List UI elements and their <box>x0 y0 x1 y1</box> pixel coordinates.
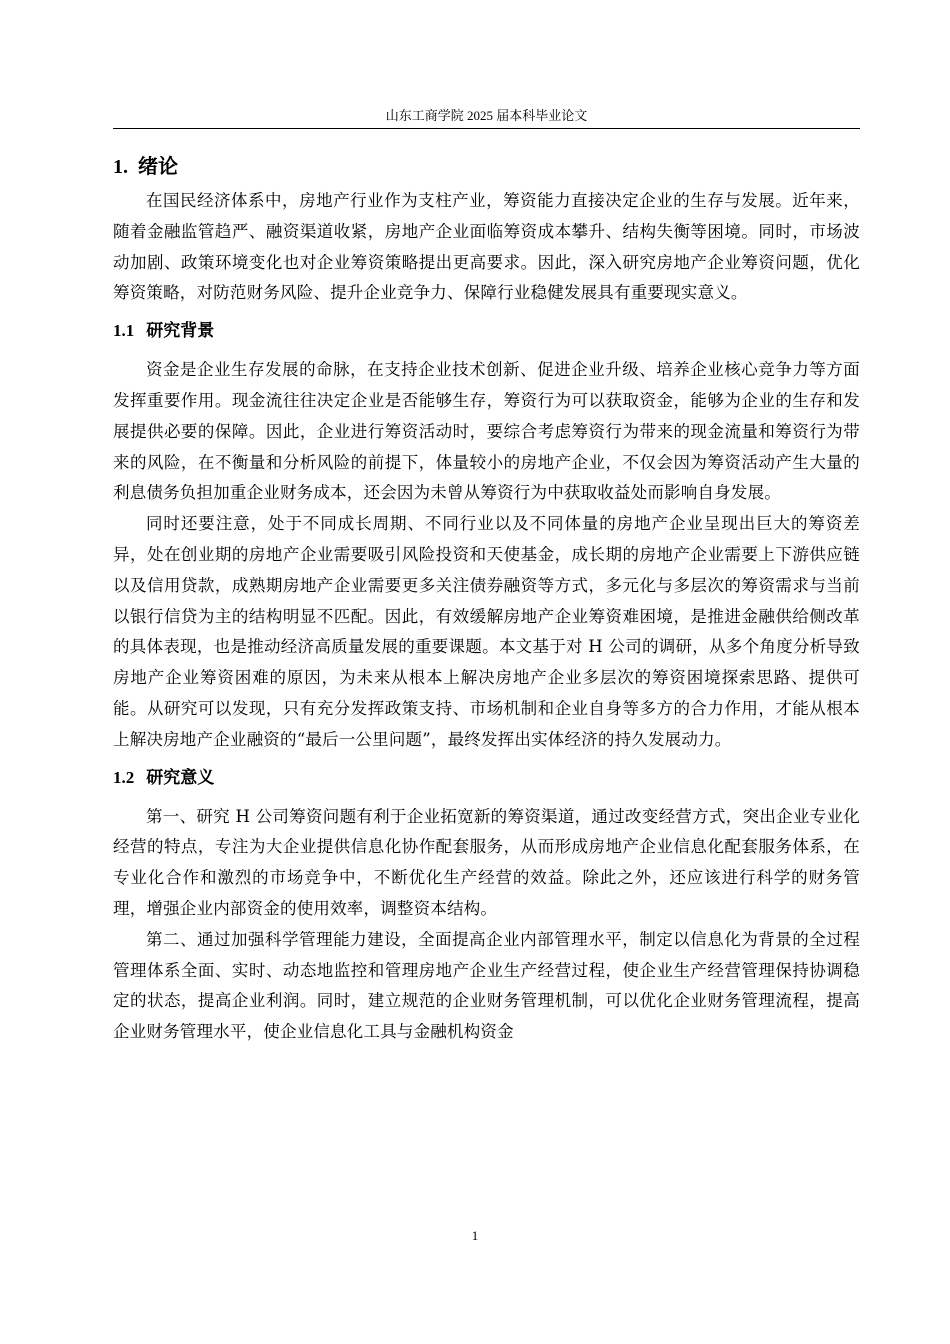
chapter-title: 绪论 <box>138 154 178 178</box>
chapter-heading <box>113 146 860 186</box>
header-title: 山东工商学院 2025 届本科毕业论文 <box>385 108 588 123</box>
body-paragraph: 资金是企业生存发展的命脉，在支持企业技术创新、促进企业升级、培养企业核心竞争力等方面发挥重要作用。现金流往往决定企业是否能够生存，筹资行为可以获取资金，能够为企业的生存和发展提供必要的保障。因此，企业进行筹资活动时，要综合考虑筹资行为带来的现金流量和筹资行为带来的风险，在不衡量和分析风险的前提下，体量较小的房地产企业，不仅会因为筹资活动产生大量的利息债务负担加重企业财务成本，还会因为未曾从筹资行为中获取收益处而影响自身发展。 <box>113 360 860 503</box>
chapter-intro-paragraph: 在国民经济体系中，房地产行业作为支柱产业，筹资能力直接决定企业的生存与发展。近年来，随着金融监管趋严、融资渠道收紧，房地产企业面临筹资成本攀升、结构失衡等困境。同时，市场波动加剧、政策环境变化也对企业筹资策略提出更高要求。因此，深入研究房地产企业筹资问题，优化筹资策略，对防范财务风险、提升企业竞争力、保障行业稳健发展具有重要现实意义。 <box>113 191 860 303</box>
page-header <box>113 106 860 129</box>
document-body <box>113 146 860 1048</box>
section-title: 研究背景 <box>146 321 215 342</box>
section-heading-significance <box>113 756 860 802</box>
section-title: 研究意义 <box>146 767 215 788</box>
section-number: 1.1 <box>113 321 135 341</box>
body-paragraph: 第一、研究 H 公司筹资问题有利于企业拓宽新的筹资渠道，通过改变经营方式，突出企业专业化经营的特点，专注为大企业提供信息化协作配套服务，从而形成房地产企业信息化配套服务体系，在专业化合作和激烈的市场竞争中，不断优化生产经营的效益。除此之外，还应该进行科学的财务管理，增强企业内部资金的使用效率，调整资本结构。 <box>113 806 860 918</box>
section-number: 1.2 <box>113 767 135 787</box>
page-number: 1 <box>471 1228 479 1243</box>
chapter-number: 1. <box>113 156 128 178</box>
body-paragraph: 同时还要注意，处于不同成长周期、不同行业以及不同体量的房地产企业呈现出巨大的筹资差异，处在创业期的房地产企业需要吸引风险投资和天使基金，成长期的房地产企业需要上下游供应链以及信用贷款，成熟期房地产企业需要更多关注债券融资等方式，多元化与多层次的筹资需求与当前以银行信贷为主的结构明显不匹配。因此，有效缓解房地产企业筹资难困境，是推进金融供给侧改革的具体表现，也是推动经济高质量发展的重要课题。本文基于对 H 公司的调研，从多个角度分析导致房地产企业筹资困难的原因，为未来从根本上解决房地产企业多层次的筹资困境探索思路、提供可能。从研究可以发现，只有充分发挥政策支持、市场机制和企业自身等多方的合力作用，才能从根本上解决房地产企业融资的“最后一公里问题”，最终发挥出实体经济的持久发展动力。 <box>113 514 860 749</box>
body-paragraph: 第二、通过加强科学管理能力建设，全面提高企业内部管理水平，制定以信息化为背景的全过程管理体系全面、实时、动态地监控和管理房地产企业生产经营过程，使企业生产经营管理保持协调稳定的状态，提高企业利润。同时，建立规范的企业财务管理机制，可以优化企业财务管理流程，提高企业财务管理水平，使企业信息化工具与金融机构资金 <box>113 929 860 1042</box>
section-heading-background <box>113 309 860 355</box>
